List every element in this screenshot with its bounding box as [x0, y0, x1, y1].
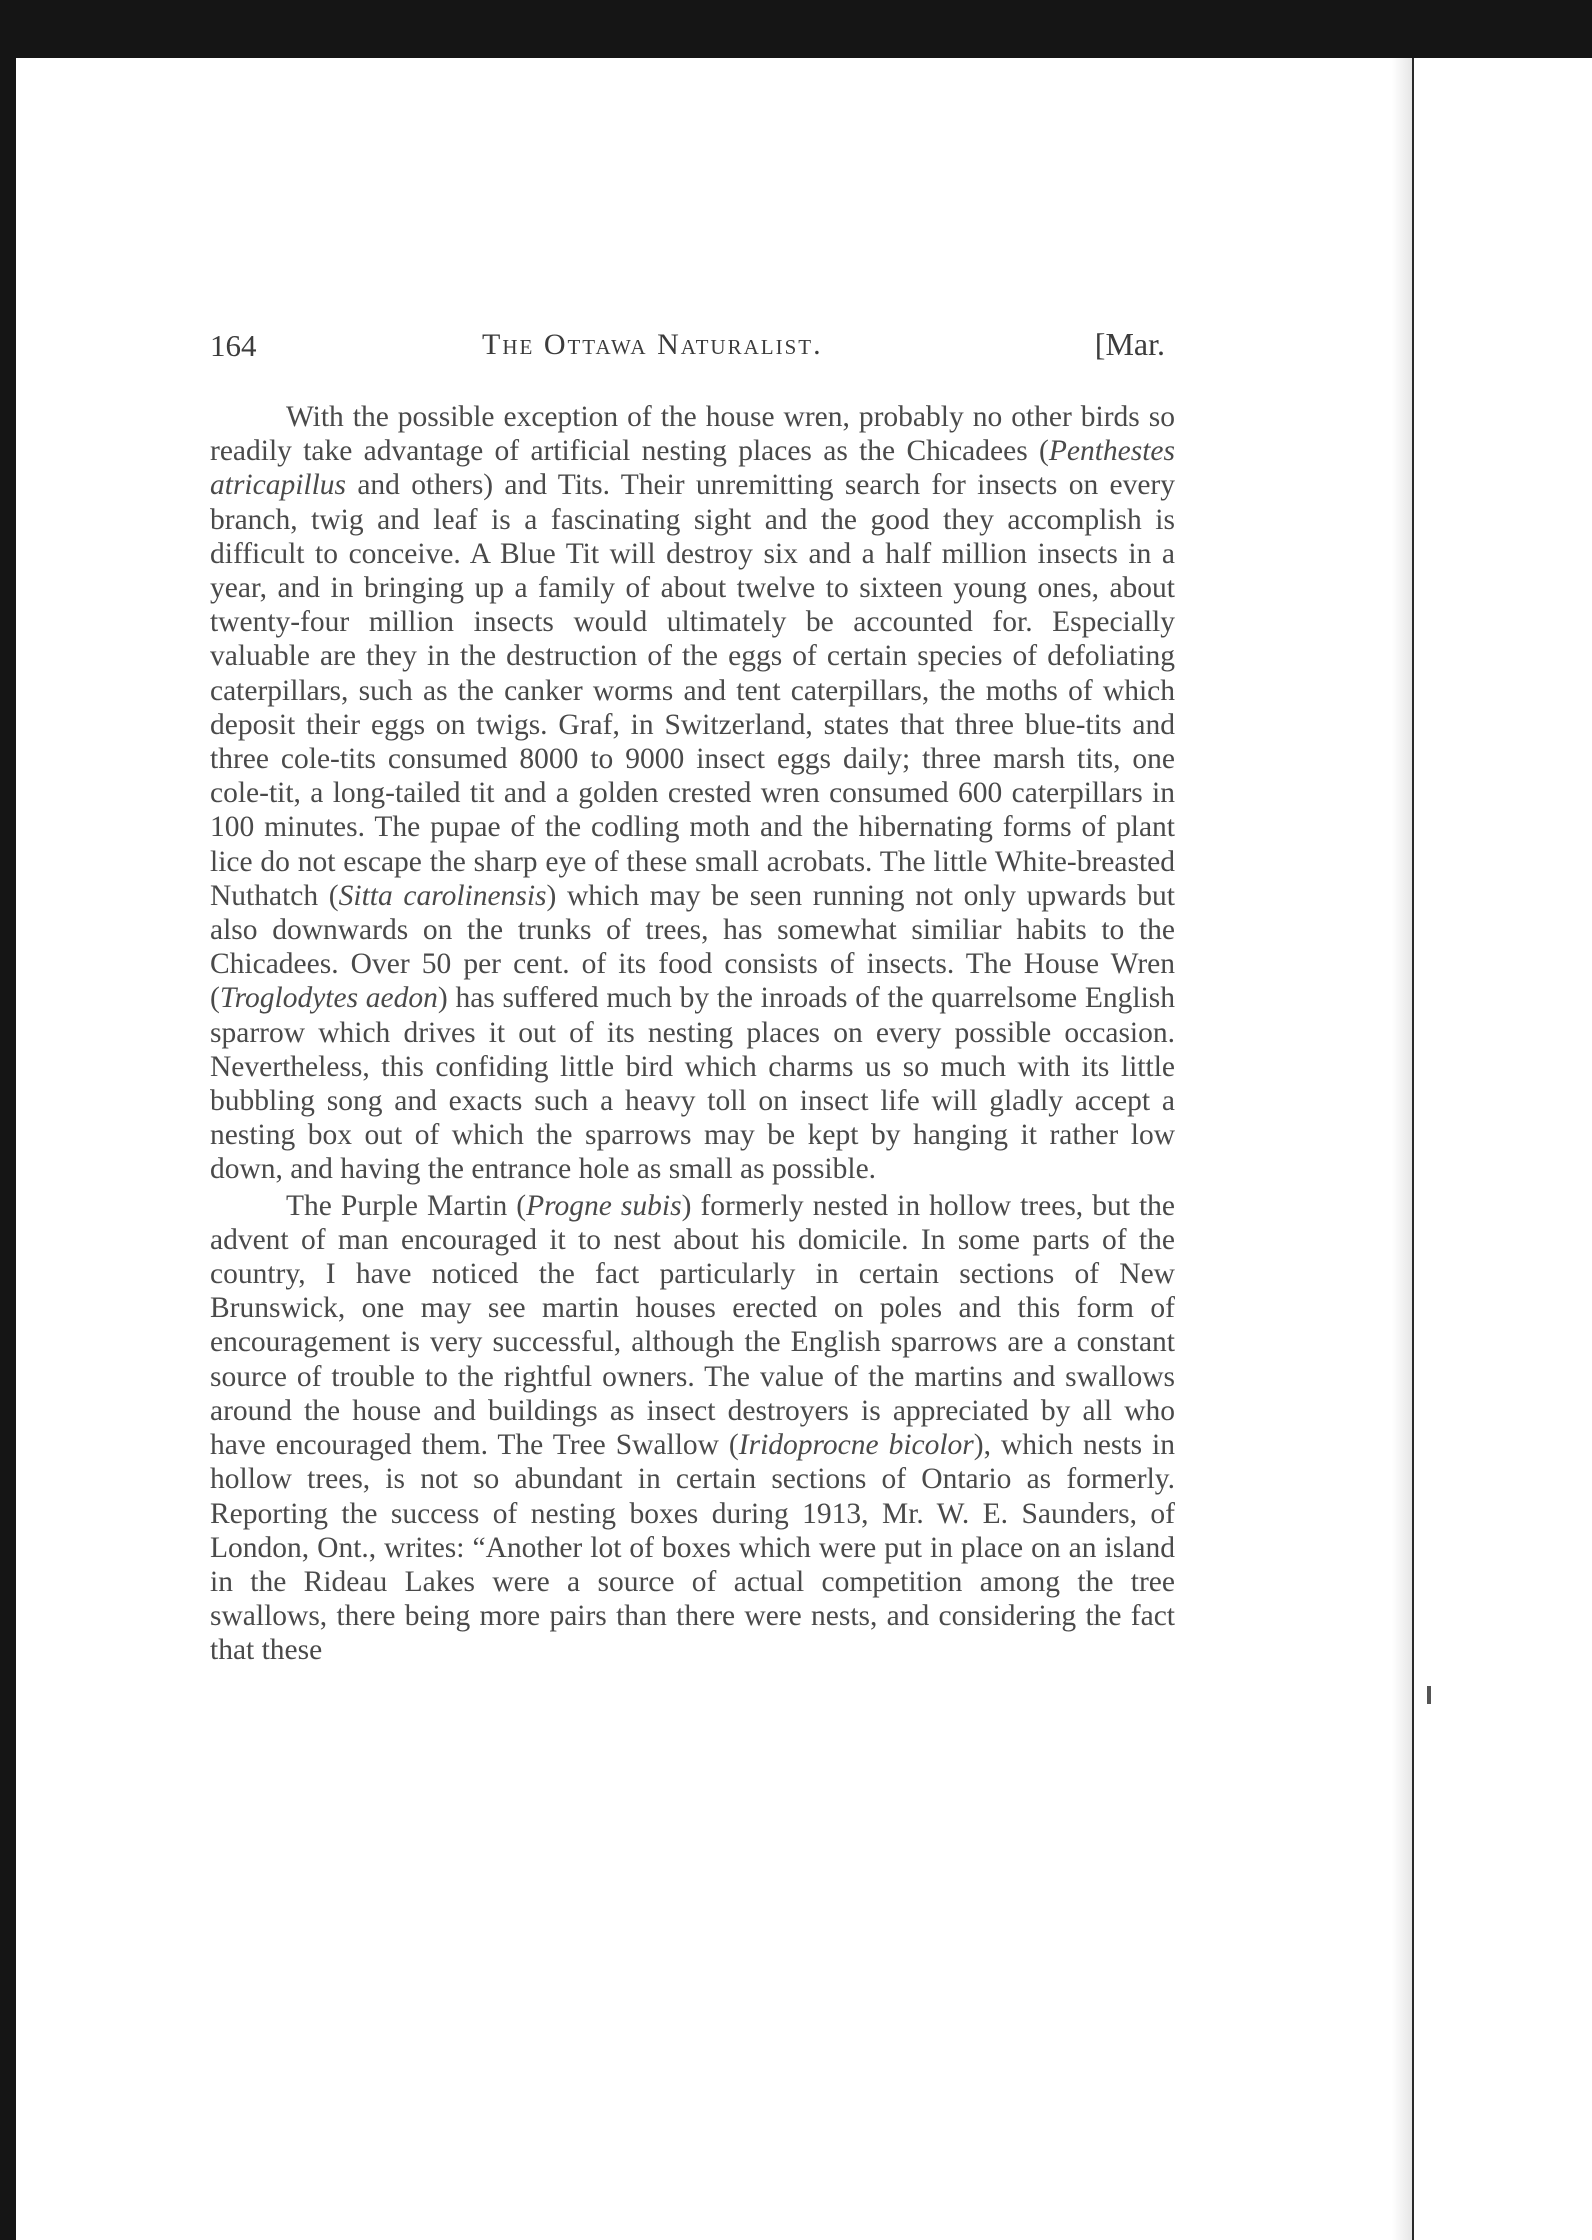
page-gutter-shadow — [1392, 58, 1412, 2240]
text-run: and others) and Tits. Their unremitting search for insects on every branch, twig and leaf is a fascinating sight and the good they accomplish is difficult to conceive. A Blue Tit will destroy six and a half million insects in a year, and in bringing up a family of about twelve to sixteen young ones, about twenty-four million insects would ultimately be accounted for. Especially valuable are they in the destruction of the eggs of certain species of defoliating caterpillars, such as the canker worms and tent caterpillars, the moths of which deposit their eggs on twigs. Graf, in Switzerland, states that three blue-tits and three cole-tits consumed 8000 to 9000 insect eggs daily; three marsh tits, one cole-tit, a long-tailed tit and a golden crested wren consumed 600 caterpillars in 100 minutes. The pupae of the codling moth and the hibernating forms of plant lice do not escape the sharp eye of these small acrobats. The little White-breasted Nuthatch ( — [210, 469, 1175, 912]
margin-mark — [1427, 1686, 1431, 1704]
paragraph-chicadees — [210, 400, 1175, 1187]
species-name: Progne subis — [526, 1189, 682, 1222]
running-header — [210, 318, 1165, 368]
journal-title: The Ottawa Naturalist. — [482, 328, 823, 361]
text-run: ), which nests in hollow trees, is not so abundant in certain sections of Ontario as formerly. Reporting the success of nesting boxes during 1913, Mr. W. E. Saunders, of London, Ont., writes: “Another lot of boxes which were put in place on an island in the Rideau Lakes were a source of actual competition among the tree swallows, there being more pairs than there were nests, and considering the fact that these — [210, 1429, 1175, 1667]
text-run: With the possible exception of the house wren, probably no other birds so readily take advantage of artificial nesting places as the Chicadees ( — [210, 401, 1175, 468]
text-run: The Purple Martin ( — [286, 1189, 527, 1222]
facing-page-edge — [1412, 58, 1592, 2240]
article-body — [210, 400, 1175, 1668]
issue-month: [Mar. — [1094, 326, 1165, 362]
species-name: Iridoprocne bicolor — [738, 1429, 974, 1462]
species-name: Penthestes atricapillus — [210, 435, 1175, 502]
text-run: ) has suffered much by the inroads of the quarrelsome English sparrow which drives it out of its nesting places on every possible occasion. Nevertheless, this confiding little bird which charms us so much with its little bubbling song and exacts such a heavy toll on insect life will gladly accept a nesting box out of which the sparrows may be kept by hanging it rather low down, and having the entrance hole as small as possible. — [210, 982, 1175, 1186]
page-number: 164 — [210, 328, 257, 363]
text-run: ) which may be seen running not only upwards but also downwards on the trunks of trees, has somewhat similiar habits to the Chicadees. Over 50 per cent. of its food consists of insects. The House Wren ( — [210, 879, 1175, 1015]
paragraph-purple-martin — [210, 1189, 1175, 1668]
species-name: Sitta carolinensis — [338, 879, 547, 912]
text-run: ) formerly nested in hollow trees, but the advent of man encouraged it to nest about his domicile. In some parts of the country, I have noticed the fact particularly in certain sections of New Brunswick, one may see martin houses erected on poles and this form of encouragement is very successful, although the English sparrows are a constant source of trouble to the rightful owners. The value of the martins and swallows around the house and buildings as insect destroyers is appreciated by all who have encouraged them. The Tree Swallow ( — [210, 1189, 1175, 1462]
species-name: Troglodytes aedon — [219, 982, 438, 1015]
